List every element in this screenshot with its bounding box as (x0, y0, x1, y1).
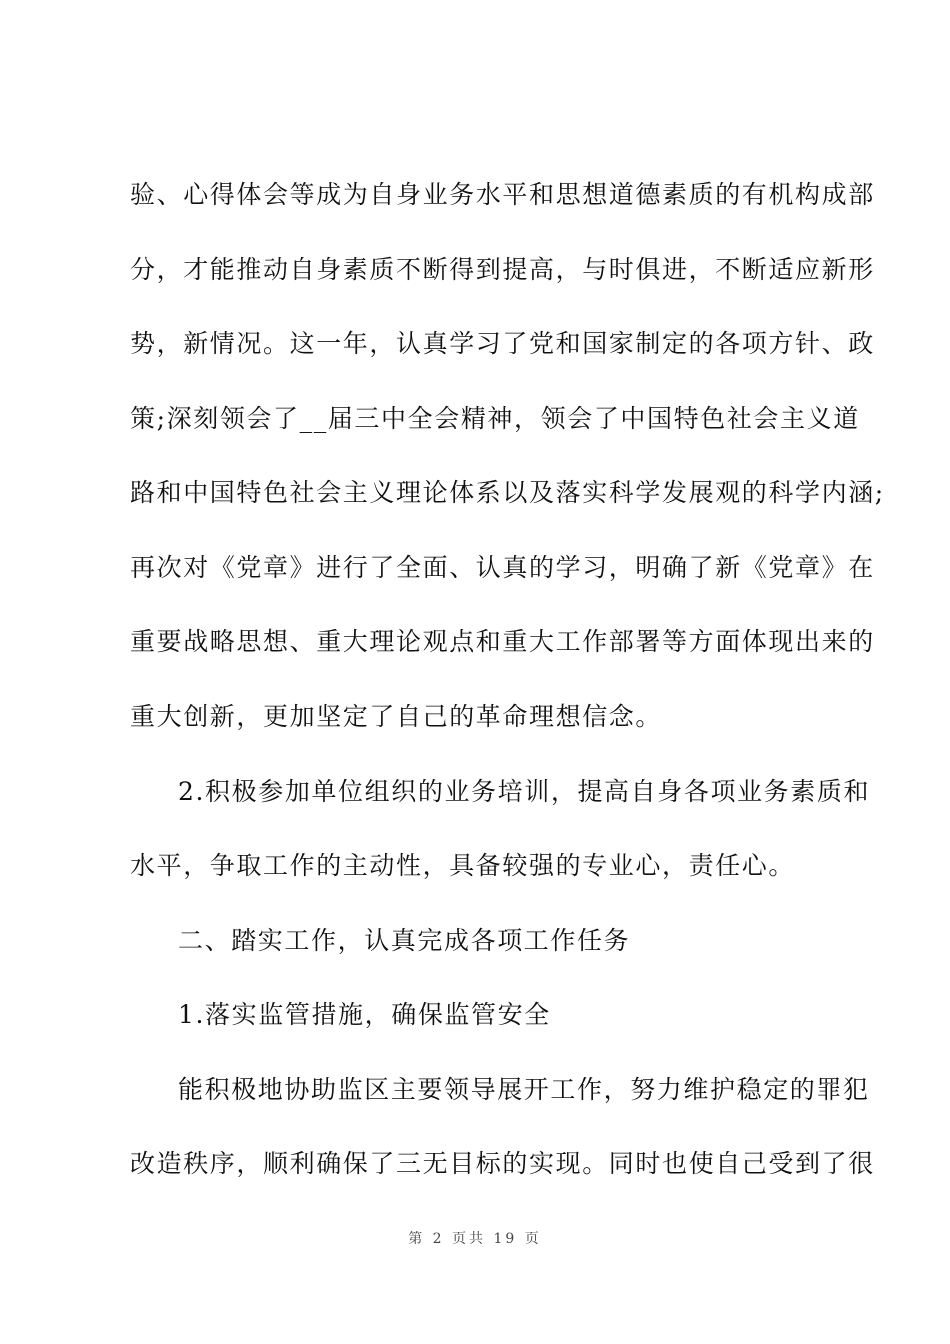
paragraph-line: 验、心得体会等成为自身业务水平和思想道德素质的有机构成部 (130, 180, 875, 209)
section-heading: 二、踏实工作，认真完成各项工作任务 (178, 926, 631, 955)
paragraph-line: 势，新情况。这一年，认真学习了党和国家制定的各项方针、政 (130, 329, 875, 358)
paragraph-line: 重大创新，更加坚定了自己的革命理想信念。 (130, 702, 663, 731)
page-number-footer: 第 2 页共 19 页 (408, 1231, 542, 1247)
paragraph-line: 策;深刻领会了__届三中全会精神，领会了中国特色社会主义道 (130, 404, 860, 433)
subsection-heading: 1.落实监管措施，确保监管安全 (178, 1000, 551, 1029)
paragraph-line: 改造秩序，顺利确保了三无目标的实现。同时也使自己受到了很 (130, 1149, 875, 1178)
paragraph-line: 能积极地协助监区主要领导展开工作，努力维护稳定的罪犯 (178, 1075, 870, 1104)
paragraph-line: 再次对《党章》进行了全面、认真的学习，明确了新《党章》在 (130, 553, 875, 582)
paragraph-line: 水平，争取工作的主动性，具备较强的专业心，责任心。 (130, 851, 796, 880)
paragraph-line: 2.积极参加单位组织的业务培训，提高自身各项业务素质和 (178, 777, 871, 806)
paragraph-line: 分，才能推动自身素质不断得到提高，与时俱进，不断适应新形 (130, 255, 875, 284)
paragraph-line: 路和中国特色社会主义理论体系以及落实科学发展观的科学内涵; (130, 478, 885, 507)
paragraph-line: 重要战略思想、重大理论观点和重大工作部署等方面体现出来的 (130, 627, 875, 656)
